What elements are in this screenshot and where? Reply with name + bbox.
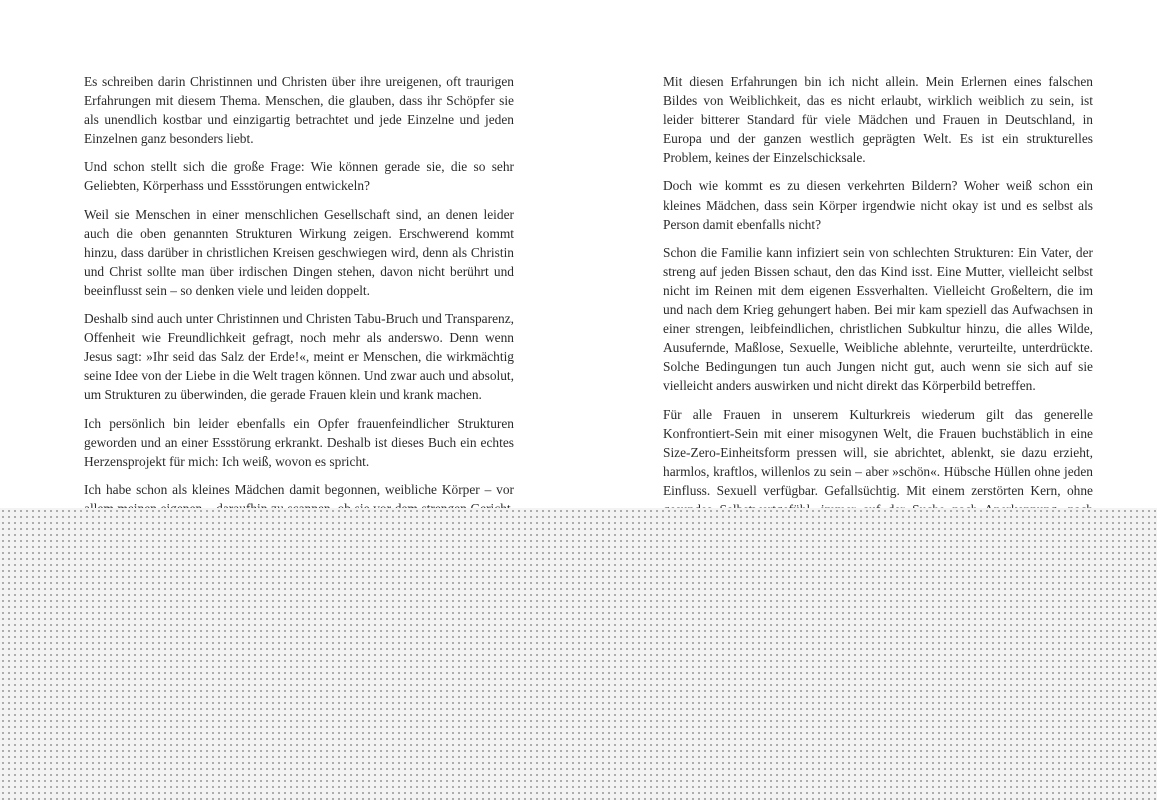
paragraph: Und schon stellt sich die große Frage: Wie können gerade sie, die so sehr Geliebten, Körperhass und Essstörungen entwickeln? [84,159,514,194]
paragraph: Ich persönlich bin leider ebenfalls ein Opfer frauenfeindlicher Strukturen geworden und an einer Essstörung erkrankt. Deshalb ist dieses Buch ein echtes Herzensprojekt für mich: Ich weiß, wovon es spricht. [84,415,514,469]
right-page-text [663,72,1093,566]
paragraph: Ich habe schon als kleines Mädchen damit begonnen, weibliche Körper – vor [84,481,514,497]
paragraph: Mit diesen Erfahrungen bin ich nicht allein. Mein Erlernen eines falschen Bildes von Weiblichkeit, das es nicht erlaubt, wirklich weiblich zu sein, ist leider bitterer Standard für viele Mädchen und Frauen in Deutschland, in Europa und der ganzen westlich geprägten Welt. Es ist ein strukturelles Problem, keines der Einzelschicksale. [663,74,1093,166]
paragraph: Weil sie Menschen in einer menschlichen Gesellschaft sind, an denen leider auch die oben genannten Strukturen Wirkung zeigen. Erschwerend kommt hinzu, dass darüber in christlichen Kreisen geschwiegen wird, denn als Christin und Christ sollte man über irdischen Dingen stehen, davon nicht berührt und beeinflusst sein – so denken viele und leiden doppelt. [84,206,514,298]
paragraph: Es schreiben darin Christinnen und Christen über ihre ureigenen, oft traurigen Erfahrungen mit diesem Thema. Menschen, die glauben, dass ihr Schöpfer sie als unendlich kostbar und einzigartig betrachtet und jede Einzelne und jeden Einzelnen ganz besonders liebt. [84,74,514,147]
dotted-cover-overlay [0,508,1157,800]
paragraph: Für alle Frauen in unserem Kulturkreis wiederum gilt das generelle Konfrontiert-Sein mit einer misogynen Welt, die Frauen buchstäblich in eine Size-Zero-Einheitsform pressen will, sie abrichtet, ablenkt, sie dazu erzieht, harmlos, kraftlos, willenlos zu sein – aber »schön«. Hübsche Hüllen ohne jeden Einfluss. Sexuell verfügbar. Gefallsüchtig. Mit einem zerstörten Kern, ohne [663,406,1093,498]
left-page-text [84,72,514,546]
paragraph: Schon die Familie kann infiziert sein von schlechten Strukturen: Ein Vater, der streng auf jeden Bissen schaut, den das Kind isst. Eine Mutter, vielleicht selbst nicht im Reinen mit dem eigenen Essverhalten. Vielleicht Großeltern, die im und nach dem Krieg gehungert haben. Bei mir kam speziell das Aufwachsen in einer strengen, leibfeindlichen, christlichen Subkultur hinzu, die alles Wilde, Ausufernde, Maßlose, Sexuelle, Weibliche ablehnte, verurteilte, unterdrückte. Solche Bedingungen tun auch Jungen nicht gut, auch wenn sie sich auf sie vielleicht anders auswirken und nicht direkt das Körperbild betreffen. [663,244,1093,394]
paragraph: Doch wie kommt es zu diesen verkehrten Bildern? Woher weiß schon ein kleines Mädchen, dass sein Körper irgendwie nicht okay ist und es selbst als Person damit ebenfalls nicht? [663,178,1093,232]
paragraph: Deshalb sind auch unter Christinnen und Christen Tabu-Bruch und Transparenz, Offenheit wie Freundlichkeit gefragt, noch mehr als anderswo. Denn wenn Jesus sagt: »Ihr seid das Salz der Erde!«, meint er Menschen, die wirkmächtig seine Idee von der Liebe in die Welt tragen können. Und zwar auch und absolut, um Strukturen zu überwinden, die gerade Frauen klein und krank machen. [84,311,514,403]
